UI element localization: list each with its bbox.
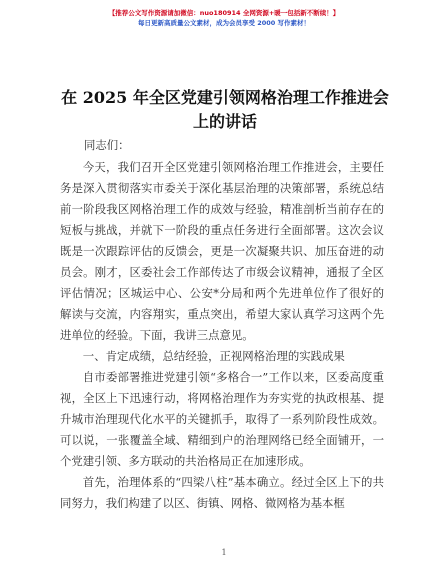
page-number: 1 <box>221 548 227 557</box>
document-title: 在 2025 年全区党建引领网格治理工作推进会上的讲话 <box>61 88 389 131</box>
promo-banner-line-1: 【推荐公文写作资源请加微信：nuo180914 全网资源+暖一包括新不断续！】 <box>108 9 340 17</box>
paragraph-intro: 今天，我们召开全区党建引领网格治理工作推进会，主要任务是深入贯彻落实市委关于深化基层治理的决策部署，系统总结前一阶段我区网格治理工作的成效与经验，精准剖析当前存在的短板与挑战，并就下一阶段的重点任务进行全面部署。这次会议既是一次跟踪评估的反馈会，更是一次凝聚共识、加压奋进的动员会。刚才，区委社会工作部传达了市级会议精神，通报了全区评估情况；区城运中心、公安*分局和两个先进单位作了很好的解读与交流，内容翔实，重点突出，希望大家认真学习这两个先进单位的经验。下面，我讲三点意见。 <box>60 160 384 342</box>
document-body <box>60 157 384 514</box>
section-heading-1: 一、肯定成绩，总结经验，正视网格治理的实践成果 <box>82 349 345 363</box>
promo-banner-line-2: 每日更新高质量公文素材，成为会员享受 2000 写作素材！ <box>137 19 311 27</box>
promo-banner <box>0 8 448 28</box>
greeting: 同志们： <box>84 138 130 152</box>
paragraph: 首先，治理体系的“四梁八柱”基本确立。经过全区上下的共同努力，我们构建了以区、街镇、网格、微网格为基本框 <box>60 475 384 510</box>
paragraph: 自市委部署推进党建引领“多格合一”工作以来，区委高度重视，全区上下迅速行动，将网格治理作为夯实党的执政根基、提升城市治理现代化水平的关键抓手，取得了一系列阶段性成效。可以说，一张覆盖全域、精细到户的治理网络已经全面铺开，一个党建引领、多方联动的共治格局正在加速形成。 <box>60 370 384 468</box>
